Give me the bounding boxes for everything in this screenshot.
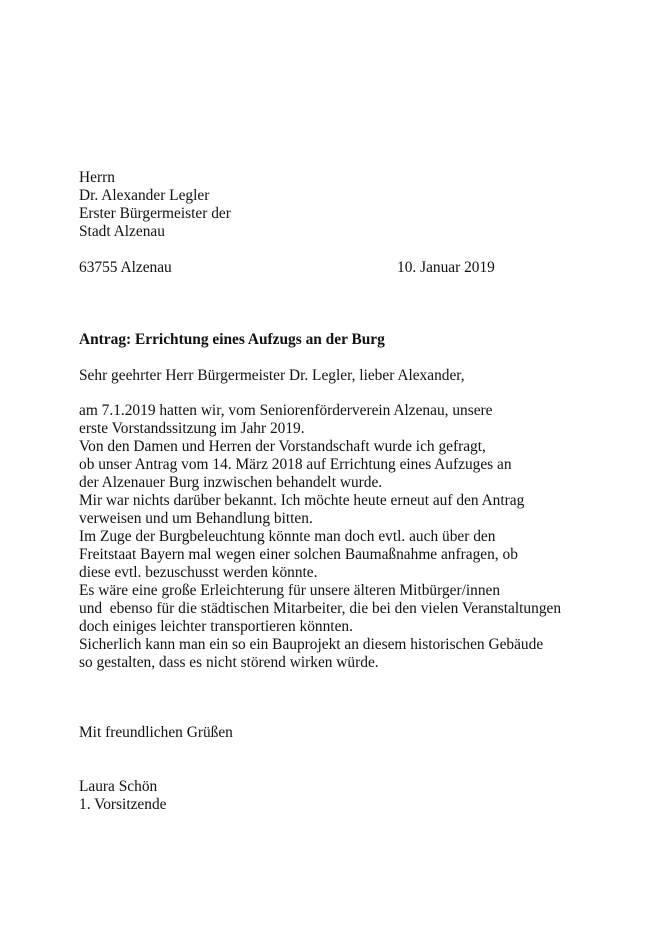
body-line: doch einiges leichter transportieren könnten. <box>79 618 353 635</box>
recipient-line: Stadt Alzenau <box>79 223 165 240</box>
letter-closing: Mit freundlichen Grüßen <box>79 724 233 741</box>
body-line: erste Vorstandssitzung im Jahr 2019. <box>79 420 305 437</box>
letter-date: 10. Januar 2019 <box>397 259 495 276</box>
recipient-line: Dr. Alexander Legler <box>79 187 210 204</box>
body-line: verweisen und um Behandlung bitten. <box>79 510 313 527</box>
body-line: Von den Damen und Herren der Vorstandschaft wurde ich gefragt, <box>79 438 486 455</box>
body-line: diese evtl. bezuschusst werden könnte. <box>79 564 318 581</box>
body-line: ob unser Antrag vom 14. März 2018 auf Errichtung eines Aufzuges an <box>79 456 512 473</box>
recipient-line: Herrn <box>79 169 115 186</box>
body-line: Im Zuge der Burgbeleuchtung könnte man doch evtl. auch über den <box>79 528 496 545</box>
letter-subject: Antrag: Errichtung eines Aufzugs an der Burg <box>79 331 385 348</box>
signature-title: 1. Vorsitzende <box>79 796 167 813</box>
body-line: der Alzenauer Burg inzwischen behandelt wurde. <box>79 474 383 491</box>
letter-salutation: Sehr geehrter Herr Bürgermeister Dr. Legler, lieber Alexander, <box>79 367 465 384</box>
body-line: Sicherlich kann man ein so ein Bauprojekt an diesem historischen Gebäude <box>79 636 544 653</box>
body-line: Freitstaat Bayern mal wegen einer solchen Baumaßnahme anfragen, ob <box>79 546 518 563</box>
body-line: am 7.1.2019 hatten wir, vom Seniorenförderverein Alzenau, unsere <box>79 402 493 419</box>
body-line: und ebenso für die städtischen Mitarbeiter, die bei den vielen Veranstaltungen <box>79 600 562 617</box>
recipient-line: Erster Bürgermeister der <box>79 205 231 222</box>
body-line: so gestalten, dass es nicht störend wirken würde. <box>79 654 379 671</box>
recipient-city: 63755 Alzenau <box>79 259 172 276</box>
body-line: Mir war nichts darüber bekannt. Ich möchte heute erneut auf den Antrag <box>79 492 525 509</box>
signature-name: Laura Schön <box>79 778 158 795</box>
body-line: Es wäre eine große Erleichterung für unsere älteren Mitbürger/innen <box>79 582 501 599</box>
